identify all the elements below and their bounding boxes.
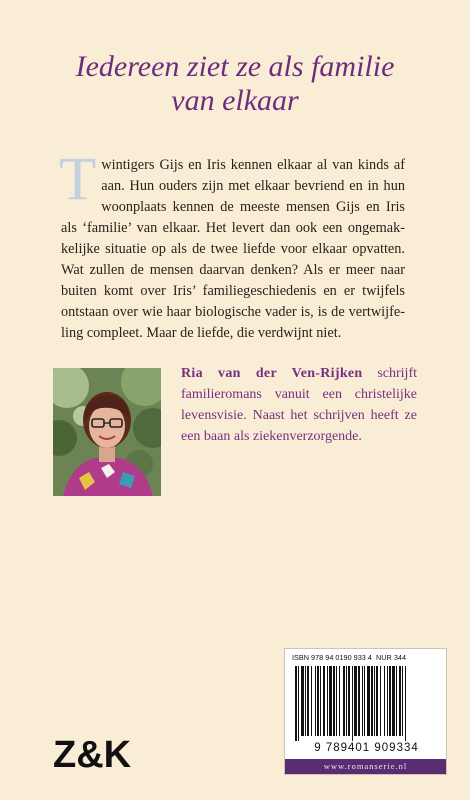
- isbn-line: [292, 653, 442, 662]
- barcode: [295, 666, 438, 741]
- author-bio-text: schrijft familieromans vanuit een christelijke levensvisie. Naast het schrijven heeft ze een baan als ziekenverzorgende.: [181, 366, 417, 444]
- website-url: www.romanserie.nl: [285, 759, 446, 774]
- barcode-box: [284, 648, 447, 775]
- synopsis-text: wintigers Gijs en Iris kennen elkaar al van kinds af aan. Hun ouders zijn met elkaar bevriend en in hun woonplaats kennen de meeste mensen Gijs en Iris als ‘familie’ van elkaar. Het levert dan ook een ongemakkelijke situatie op als de twee liefde voor elkaar opvatten. Wat zullen de mensen daarvan denken? Als er meer naar buiten komt over Iris’ familiegeschiedenis en er twijfels ontstaan over wie haar biologische vader is, is de vertwijfeling compleet. Maar de liefde, die verdwijnt niet.: [61, 157, 405, 341]
- barcode-digits: 9 789401 909334: [314, 742, 419, 754]
- publisher-logo-text: Z&K: [53, 734, 132, 776]
- author-bio: [181, 363, 417, 447]
- isbn-number: ISBN 978 94 0190 933 4: [292, 653, 372, 662]
- nur-code: NUR 344: [376, 653, 407, 662]
- publisher-logo: [53, 727, 143, 777]
- title-line-2: van elkaar: [171, 84, 299, 117]
- title-line-1: Iedereen ziet ze als familie: [75, 50, 395, 83]
- drop-cap: T: [59, 146, 97, 213]
- back-cover-title: [0, 50, 470, 118]
- synopsis-paragraph: [59, 146, 405, 344]
- author-name: Ria van der Ven-Rijken: [181, 366, 363, 381]
- author-photo: [53, 368, 161, 496]
